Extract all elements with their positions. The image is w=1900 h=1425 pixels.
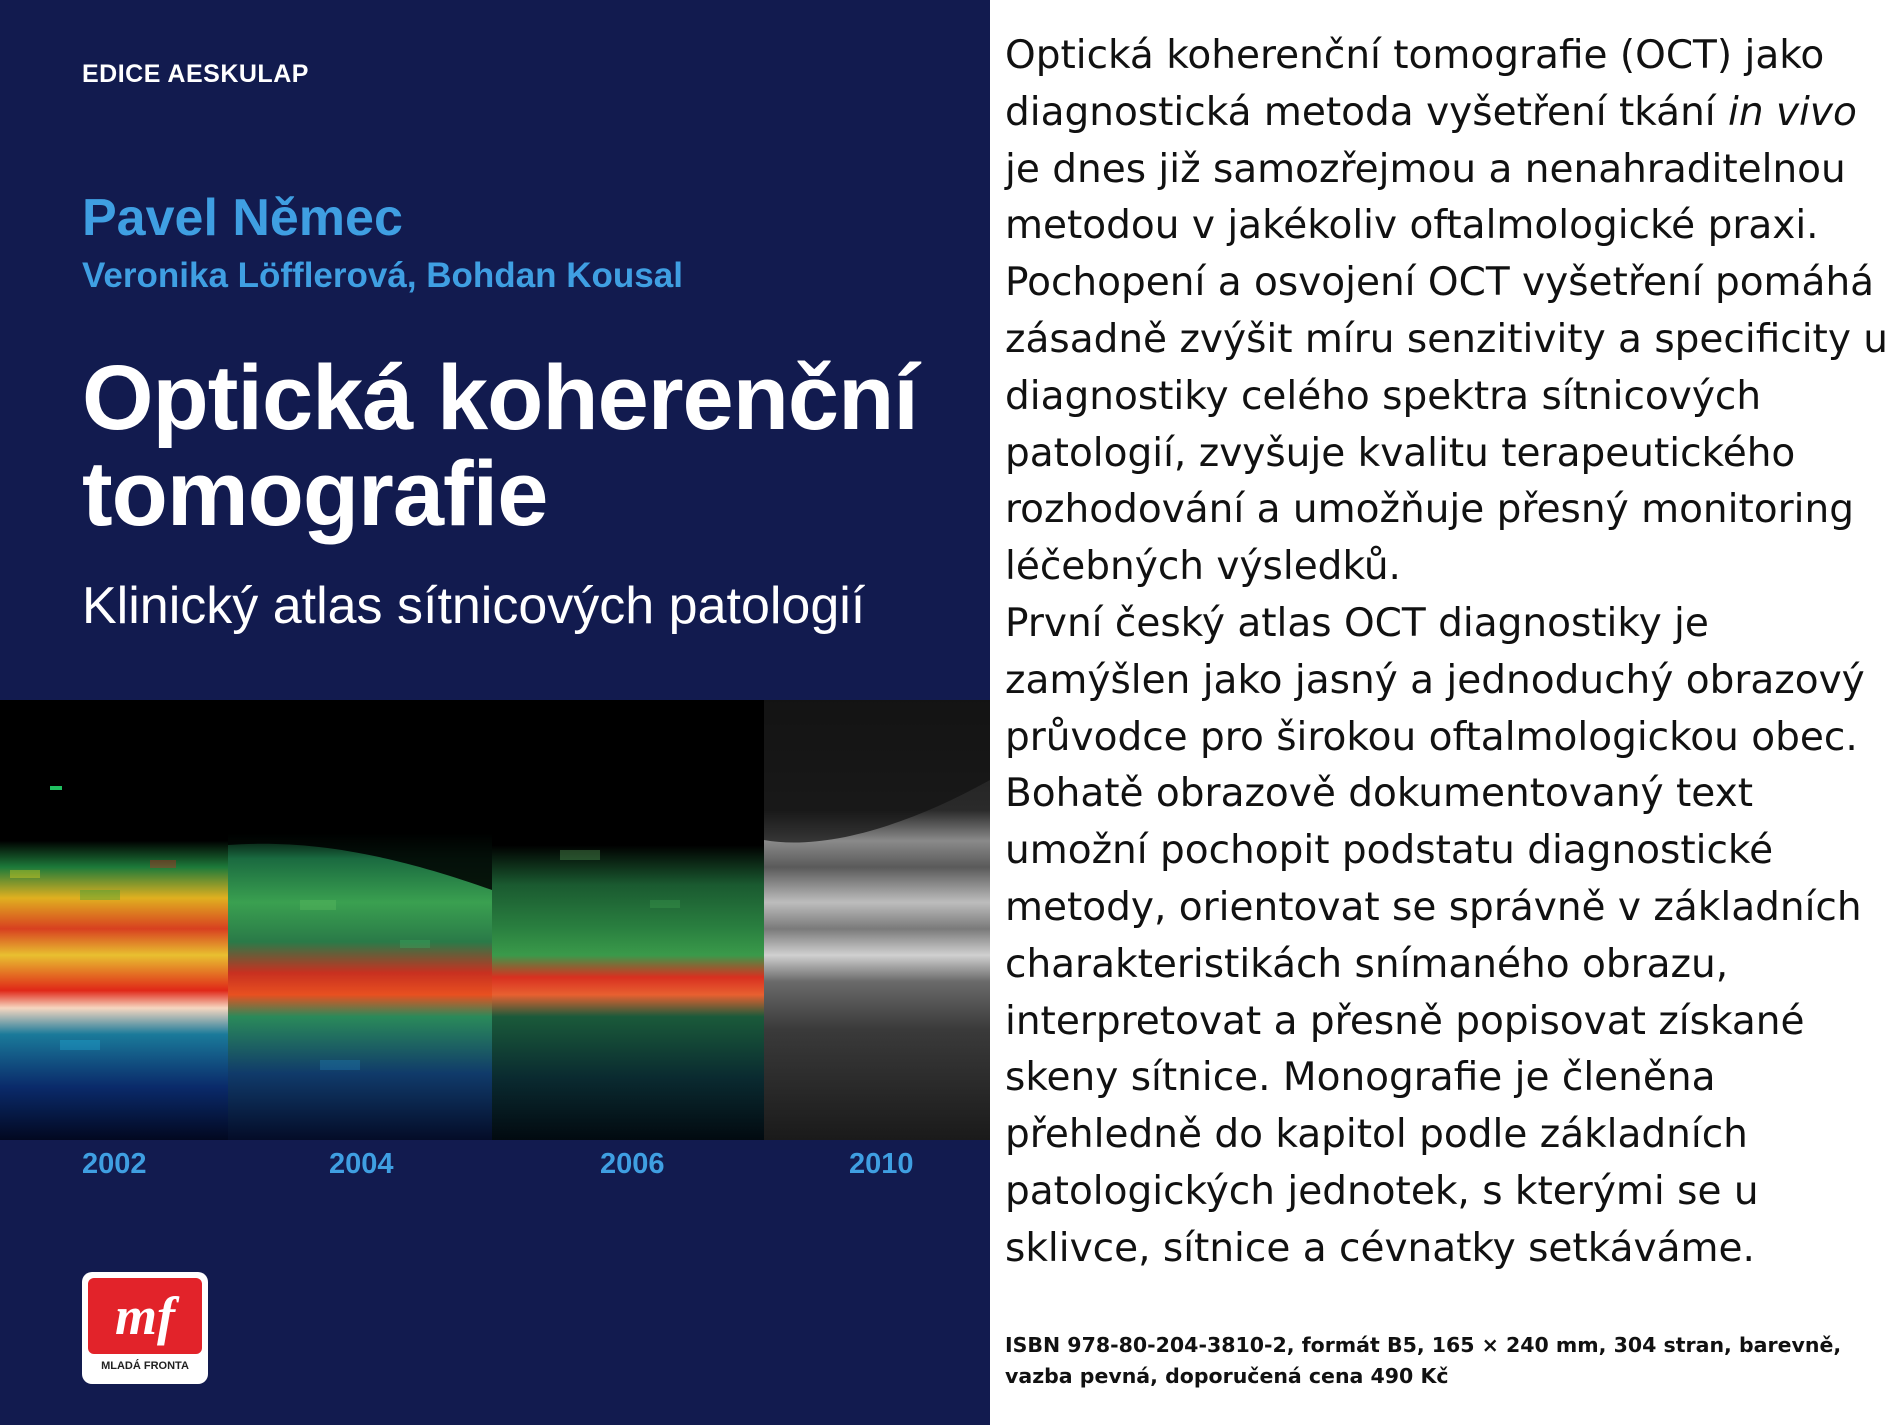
publisher-logo bbox=[82, 1272, 208, 1384]
publisher-name: MLADÁ FRONTA bbox=[101, 1360, 189, 1372]
description-p1-start: Optická koherenční tomografie (OCT) jako diagnostická metoda vyšetření tkání bbox=[1005, 33, 1825, 135]
co-authors: Veronika Löfflerová, Bohdan Kousal bbox=[82, 256, 683, 295]
book-title-line-2: tomografie bbox=[82, 443, 548, 545]
book-description bbox=[1005, 28, 1895, 1278]
series-label: EDICE AESKULAP bbox=[82, 60, 309, 88]
year-label: 2004 bbox=[329, 1148, 394, 1180]
book-title-line-1: Optická koherenční bbox=[82, 347, 918, 449]
isbn-details: ISBN 978-80-204-3810-2, formát B5, 165 × 240 mm, 304 stran, barevně, vazba pevná, doporučená cena 490 Kč bbox=[1005, 1333, 1842, 1388]
description-paragraph-1 bbox=[1005, 28, 1895, 255]
description-paragraph-3: První český atlas OCT diagnostiky je zamýšlen jako jasný a jednoduchý obrazový průvodce pro širokou oftalmologickou obec. Bohatě obrazově dokumentovaný text umožní pochopit podstatu diagnostické metody, orientovat se správně v základních charakteristikách snímaného obrazu, interpretovat a přesně popisovat získané skeny sítnice. Monografie je členěna přehledně do kapitol podle základních patologických jednotek, s kterými se u sklivce, sítnice a cévnatky setkáváme. bbox=[1005, 600, 1865, 1271]
year-label: 2006 bbox=[600, 1148, 665, 1180]
book-title bbox=[82, 347, 982, 545]
oct-scan-image bbox=[0, 700, 990, 1140]
publisher-logo-mark: mf bbox=[88, 1278, 202, 1354]
description-p1-end: je dnes již samozřejmou a nenahraditelnou metodou v jakékoliv oftalmologické praxi. bbox=[1005, 146, 1846, 249]
description-p1-italic: in vivo bbox=[1728, 89, 1857, 135]
main-author: Pavel Němec bbox=[82, 189, 403, 247]
year-label: 2002 bbox=[82, 1148, 147, 1180]
scan-years bbox=[0, 1148, 990, 1188]
year-label: 2010 bbox=[849, 1148, 914, 1180]
book-subtitle: Klinický atlas sítnicových patologií bbox=[82, 577, 866, 635]
description-paragraph-2: Pochopení a osvojení OCT vyšetření pomáhá zásadně zvýšit míru senzitivity a specificity u diagnostiky celého spektra sítnicových patologií, zvyšuje kvalitu terapeutického rozhodování a umožňuje přesný monitoring léčebných výsledků. bbox=[1005, 260, 1889, 590]
